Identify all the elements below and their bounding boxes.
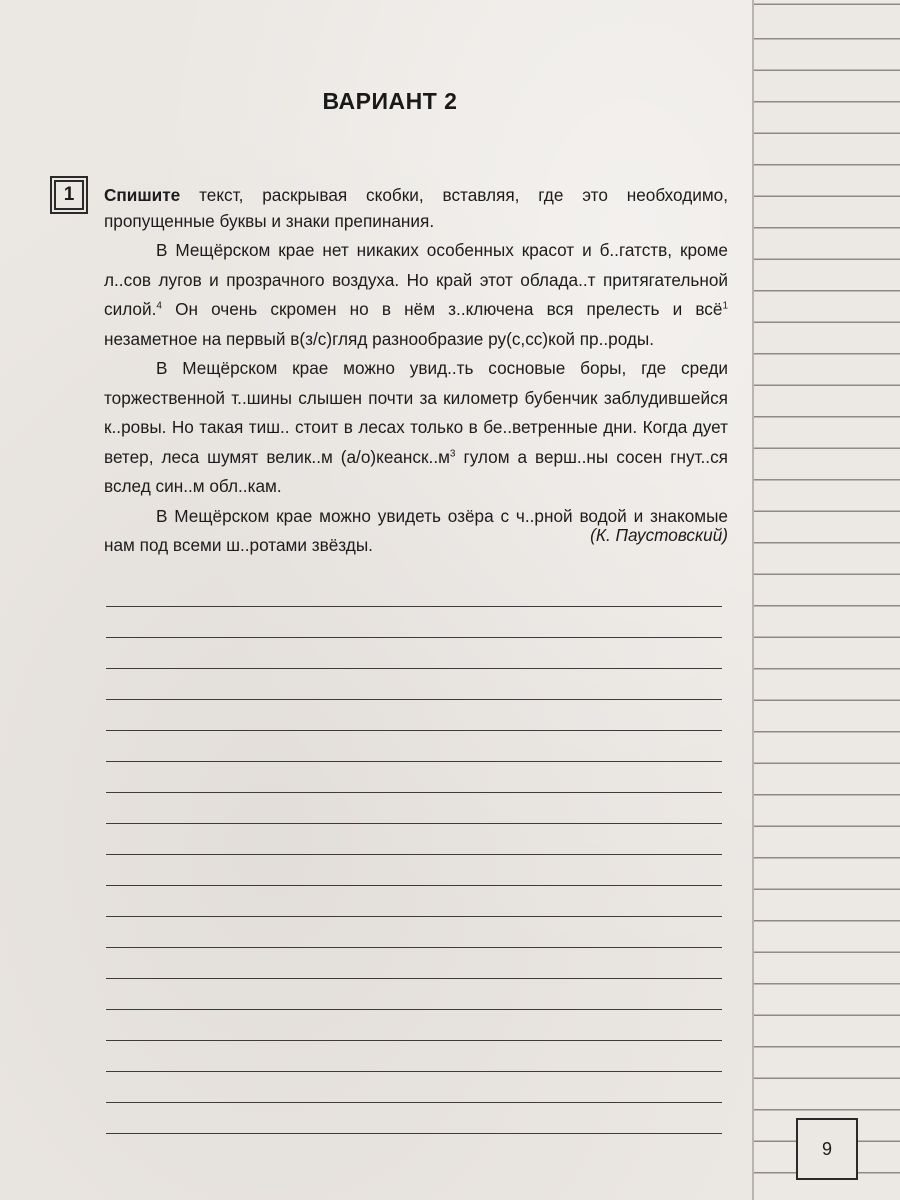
answer-line[interactable]: [106, 824, 722, 855]
task-instruction-text: текст, раскрывая скобки, вставляя, где это необходимо, пропущенные буквы и знаки препинания.: [104, 185, 728, 231]
passage-paragraph-2: [104, 354, 728, 502]
answer-line[interactable]: [106, 979, 722, 1010]
passage-p1-part-c: незаметное на первый в(з/с)гляд разнообразие ру(с,сс)кой пр..роды.: [104, 328, 655, 349]
passage-p1-part-b: Он очень скромен но в нём з..ключена вся прелесть и всё: [161, 299, 723, 319]
answer-line[interactable]: [106, 762, 722, 793]
passage-text: [104, 236, 728, 561]
answer-line[interactable]: [106, 1072, 722, 1103]
answer-line[interactable]: [106, 793, 722, 824]
answer-line[interactable]: [106, 886, 722, 917]
answer-line[interactable]: [106, 607, 722, 638]
passage-p1-part-a: В Мещёрском крае нет никаких особенных красот и б..гатств, кроме л..сов лугов и прозрачного воздуха. Но край этот облада..т притягательной силой.: [104, 240, 728, 319]
answer-line[interactable]: [106, 855, 722, 886]
answer-line[interactable]: [106, 576, 722, 607]
task-number-box: [54, 180, 84, 210]
answer-line[interactable]: [106, 638, 722, 669]
answer-line[interactable]: [106, 1041, 722, 1072]
passage-p2-part-a: В Мещёрском крае можно увид..ть сосновые боры, где среди торжественной т..шины слышен почти за километр бубенчик заблудившейся к..ровы. Но такая тиш.. стоит в лесах только в бе..ветренные дни. Когда дует ветер, леса шумят велик..м (а/о)кеанск..м: [104, 358, 728, 467]
answer-line[interactable]: [106, 1010, 722, 1041]
answer-line[interactable]: [106, 1103, 722, 1134]
answer-line[interactable]: [106, 669, 722, 700]
task-instruction: [104, 183, 728, 234]
ruled-margin-strip: [752, 0, 900, 1200]
task-instruction-verb: Спишите: [104, 185, 181, 205]
page-number-box: [796, 1118, 858, 1180]
answer-line[interactable]: [106, 948, 722, 979]
footnote-marker: 1: [722, 300, 728, 312]
answer-writing-lines[interactable]: [106, 576, 722, 1134]
passage-paragraph-1: [104, 236, 728, 354]
page-number: 9: [821, 1138, 832, 1159]
task-number: 1: [63, 184, 75, 205]
footnote-marker: 4: [156, 300, 162, 312]
answer-line[interactable]: [106, 917, 722, 948]
passage-paragraph-3: В Мещёрском крае можно увидеть озёра с ч..рной водой и знакомые нам под всеми ш..ротами звёзды.: [104, 505, 728, 555]
passage-p2-part-b: гулом а верш..ны сосен гнут..ся вслед син..м обл..кам.: [104, 446, 728, 496]
footnote-marker: 3: [449, 447, 456, 459]
passage-author: (К. Паустовский): [590, 525, 728, 545]
answer-line[interactable]: [106, 731, 722, 762]
answer-line[interactable]: [106, 700, 722, 731]
variant-title: ВАРИАНТ 2: [322, 88, 458, 114]
